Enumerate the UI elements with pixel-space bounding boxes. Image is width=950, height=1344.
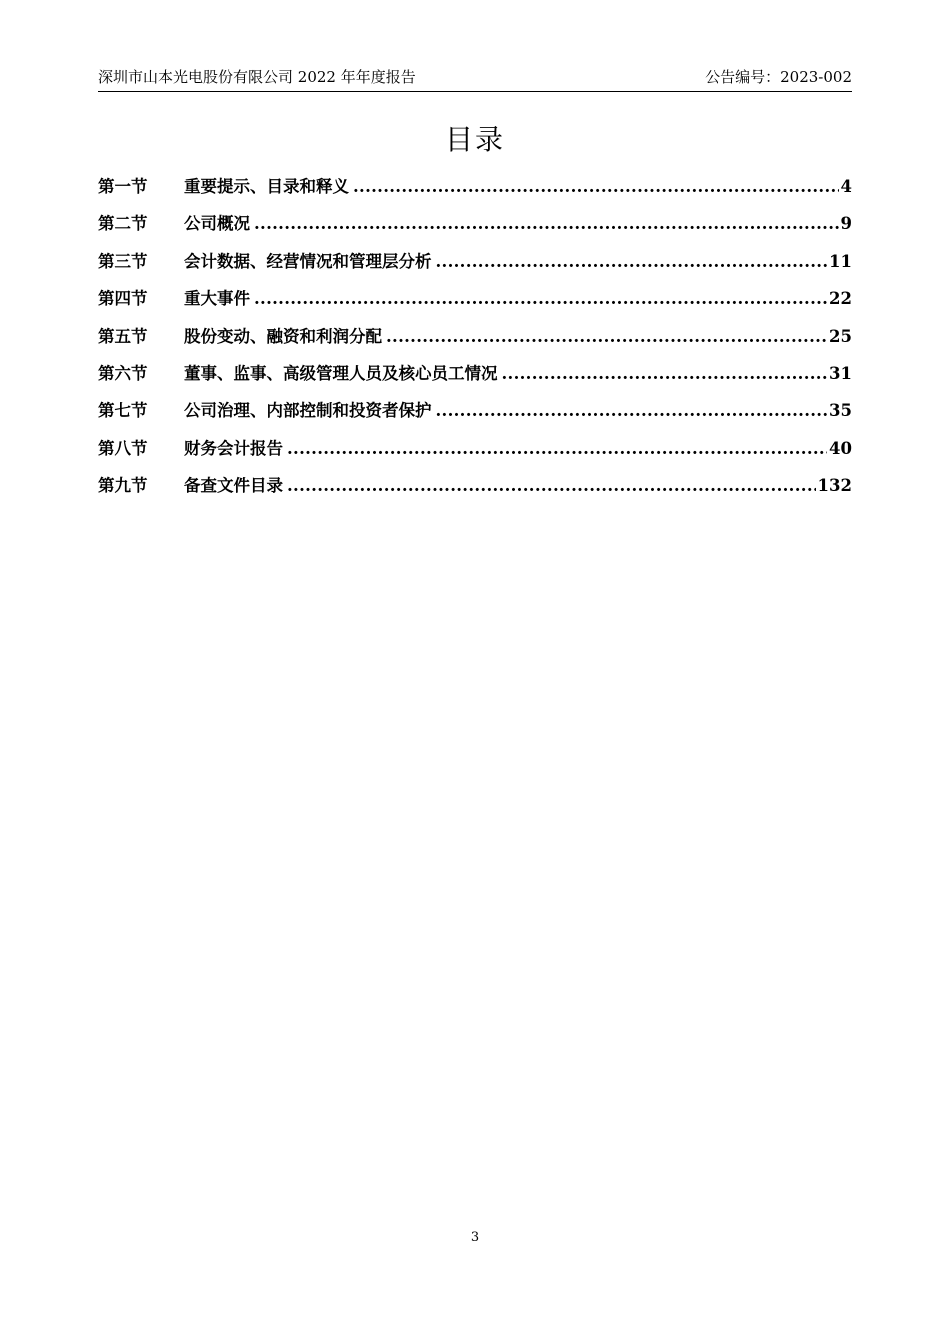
toc-page-number: 9 [840, 214, 852, 234]
toc-dot-leader [436, 243, 828, 280]
toc-dot-leader [287, 430, 827, 467]
toc-section-number: 第六节 [98, 363, 148, 383]
toc-section-number: 第五节 [98, 326, 148, 346]
toc-section-label: 重要提示、目录和释义 [184, 177, 349, 196]
toc-entry-8[interactable] [98, 430, 852, 467]
toc-entry-7[interactable] [98, 392, 852, 429]
toc-entry-1[interactable] [98, 168, 852, 205]
toc-dot-leader [353, 168, 839, 205]
toc-dot-leader [254, 205, 839, 242]
page-header [98, 64, 852, 92]
toc-section-number: 第九节 [98, 476, 148, 496]
toc-dot-leader [254, 280, 827, 317]
toc-entry-4[interactable] [98, 280, 852, 317]
toc-section-label: 公司概况 [184, 214, 250, 234]
toc-section-label: 股份变动、融资和利润分配 [184, 326, 382, 346]
toc-dot-leader [386, 318, 827, 355]
toc-page-number: 40 [829, 438, 852, 458]
toc-entry-6[interactable] [98, 355, 852, 392]
toc-entry-5[interactable] [98, 318, 852, 355]
toc-section-label: 董事、监事、高级管理人员及核心员工情况 [184, 363, 498, 383]
toc-section-label: 会计数据、经营情况和管理层分析 [184, 251, 432, 271]
toc-section-number: 第二节 [98, 214, 148, 234]
toc-section-number: 第三节 [98, 251, 148, 271]
toc-dot-leader [436, 392, 828, 429]
toc-page-number: 25 [829, 326, 852, 346]
toc-page-number: 4 [840, 177, 852, 196]
toc-dot-leader [502, 355, 828, 392]
toc-section-label: 备查文件目录 [184, 476, 283, 496]
toc-section-number: 第四节 [98, 289, 148, 309]
toc-page-number: 31 [829, 363, 852, 383]
header-company-report-title: 深圳市山本光电股份有限公司 2022 年年度报告 [98, 68, 416, 86]
toc-section-label: 重大事件 [184, 289, 250, 309]
toc-section-label: 公司治理、内部控制和投资者保护 [184, 401, 432, 421]
toc-title: 目录 [444, 123, 505, 156]
table-of-contents [98, 168, 852, 505]
toc-entry-9[interactable] [98, 467, 852, 504]
toc-dot-leader [287, 467, 816, 504]
toc-section-label: 财务会计报告 [184, 438, 283, 458]
toc-section-number: 第八节 [98, 438, 148, 458]
toc-entry-2[interactable] [98, 205, 852, 242]
page-number: 3 [470, 1230, 480, 1245]
toc-section-number: 第七节 [98, 401, 148, 421]
header-announcement-number: 公告编号：2023-002 [705, 68, 852, 86]
toc-section-number: 第一节 [98, 177, 148, 196]
toc-page-number: 11 [829, 251, 852, 271]
toc-page-number: 22 [829, 289, 852, 309]
toc-entry-3[interactable] [98, 243, 852, 280]
toc-page-number: 132 [817, 476, 852, 496]
toc-page-number: 35 [829, 401, 852, 421]
